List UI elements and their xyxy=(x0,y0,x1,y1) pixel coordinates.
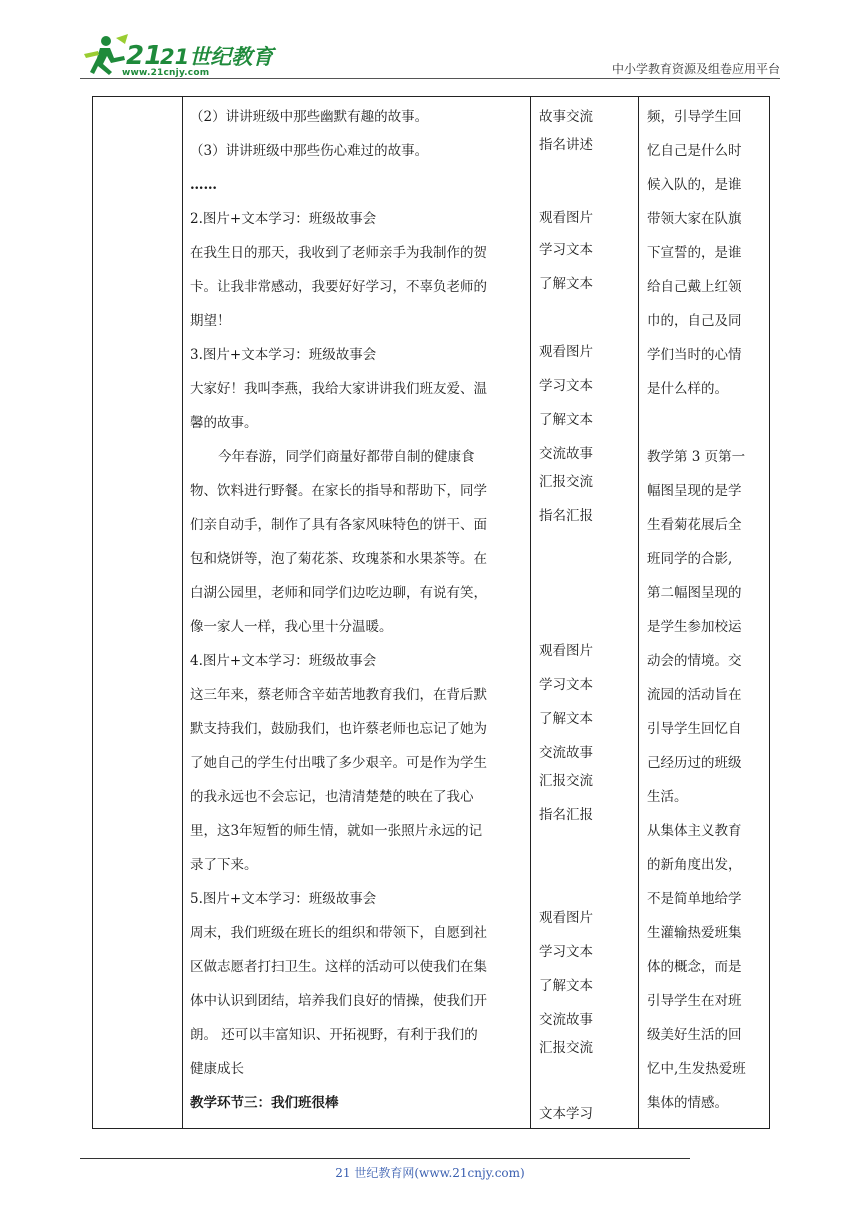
column-divider xyxy=(182,97,183,1128)
content-line: 物、饮料进行野餐。在家长的指导和帮助下，同学 xyxy=(190,483,487,499)
content-line: 了她自己的学生付出哦了多少艰辛。可是作为学生 xyxy=(190,755,487,771)
activity-item: 了解文本 xyxy=(539,978,593,994)
activity-item: 汇报交流 xyxy=(539,1040,593,1056)
activity-item: 交流故事 xyxy=(539,446,593,462)
design-intent-line: 生活。 xyxy=(647,789,688,805)
activity-item: 了解文本 xyxy=(539,711,593,727)
content-line: 包和烧饼等，泡了菊花茶、玫瑰茶和水果茶等。在 xyxy=(190,551,487,567)
activity-item: 汇报交流 xyxy=(539,474,593,490)
activity-item: 指名汇报 xyxy=(539,508,593,524)
activity-item: 观看图片 xyxy=(539,344,593,360)
design-intent-line: 从集体主义教育 xyxy=(647,823,742,839)
design-intent-line: 体的概念，而是 xyxy=(647,959,742,975)
content-line: …… xyxy=(190,177,217,193)
design-intent-line: 动会的情境。交 xyxy=(647,653,742,669)
activity-item: 指名汇报 xyxy=(539,807,593,823)
design-intent-line: 教学第 3 页第一 xyxy=(647,449,746,465)
design-intent-line xyxy=(647,406,764,440)
design-intent-line: 是学生参加校运 xyxy=(647,619,742,635)
activity-item: 学习文本 xyxy=(539,378,593,394)
content-line: 在我生日的那天，我收到了老师亲手为我制作的贺 xyxy=(190,245,487,261)
content-line: 体中认识到团结，培养我们良好的情操，使我们开 xyxy=(190,993,487,1009)
content-line: 2.图片+文本学习：班级故事会 xyxy=(190,211,377,227)
design-intent-line: 集体的情感。 xyxy=(647,1095,728,1111)
activity-item: 了解文本 xyxy=(539,412,593,428)
activity-item: 观看图片 xyxy=(539,910,593,926)
content-line: 的我永远也不会忘记，也清清楚楚的映在了我心 xyxy=(190,789,474,805)
footer-divider xyxy=(80,1158,690,1159)
content-line: 白湖公园里，老师和同学们边吃边聊，有说有笑， xyxy=(190,585,487,601)
content-line: 馨的故事。 xyxy=(190,415,258,431)
design-intent-line: 己经历过的班级 xyxy=(647,755,742,771)
activity-item: 观看图片 xyxy=(539,210,593,226)
activity-item: 观看图片 xyxy=(539,643,593,659)
content-line: 卡。让我非常感动，我要好好学习，不辜负老师的 xyxy=(190,279,487,295)
content-line: 期望！ xyxy=(190,313,231,329)
content-line: 这三年来，蔡老师含辛茹苦地教育我们，在背后默 xyxy=(190,687,487,703)
platform-name: 中小学教育资源及组卷应用平台 xyxy=(611,62,780,76)
design-intent-column xyxy=(647,100,764,1128)
content-line: 今年春游，同学们商量好都带自制的健康食 xyxy=(218,449,475,465)
svg-text:21: 21 xyxy=(126,41,163,71)
design-intent-line: 流园的活动旨在 xyxy=(647,687,742,703)
design-intent-line: 幅图呈现的是学 xyxy=(647,483,742,499)
design-intent-line: 生灌输热爱班集 xyxy=(647,925,742,941)
design-intent-line: 给自己戴上红领 xyxy=(647,279,742,295)
content-line: 默支持我们，鼓励我们，也许蔡老师也忘记了她为 xyxy=(190,721,487,737)
logo-url: www.21cnjy.com xyxy=(122,68,210,78)
design-intent-line: 忆中,生发热爱班 xyxy=(647,1061,746,1077)
content-line: 录了下来。 xyxy=(190,857,258,873)
content-line: 大家好！我叫李燕，我给大家讲讲我们班友爱、温 xyxy=(190,381,487,397)
design-intent-line: 生看菊花展后全 xyxy=(647,517,742,533)
page-header xyxy=(80,34,780,84)
header-divider xyxy=(80,78,780,79)
design-intent-line: 巾的，自己及同 xyxy=(647,313,742,329)
activity-item: 指名讲述 xyxy=(539,137,593,153)
design-intent-line: 不是简单地给学 xyxy=(647,891,742,907)
design-intent-line: 频，引导学生回 xyxy=(647,109,742,125)
activity-item: 学习文本 xyxy=(539,677,593,693)
content-line: 们亲自动手，制作了具有各家风味特色的饼干、面 xyxy=(190,517,487,533)
student-activity-column xyxy=(539,97,634,1128)
activity-item: 了解文本 xyxy=(539,276,593,292)
content-line: 4.图片+文本学习：班级故事会 xyxy=(190,653,377,669)
content-line: 区做志愿者打扫卫生。这样的活动可以使我们在集 xyxy=(190,959,487,975)
content-line: 健康成长 xyxy=(190,1061,244,1077)
design-intent-line: 下宣誓的，是谁 xyxy=(647,245,742,261)
logo-text: 21世纪教育 xyxy=(160,45,274,69)
design-intent-line: 第二幅图呈现的 xyxy=(647,585,742,601)
activity-item: 交流故事 xyxy=(539,1012,593,1028)
design-intent-line: 学们当时的心情 xyxy=(647,347,742,363)
content-line: 朗。 还可以丰富知识、开拓视野，有利于我们的 xyxy=(190,1027,478,1043)
activity-item: 学习文本 xyxy=(539,944,593,960)
content-line: （2）讲讲班级中那些幽默有趣的故事。 xyxy=(190,109,429,125)
content-line: 像一家人一样，我心里十分温暖。 xyxy=(190,619,393,635)
footer-source: 21 世纪教育网(www.21cnjy.com) xyxy=(335,1166,525,1180)
activity-item: 文本学习 xyxy=(539,1106,593,1122)
activity-item: 故事交流 xyxy=(539,109,593,125)
lesson-table xyxy=(92,96,770,1129)
design-intent-line: 的新角度出发， xyxy=(647,857,742,873)
content-line: 里，这3年短暂的师生情，就如一张照片永远的记 xyxy=(190,823,483,839)
activity-item: 汇报交流 xyxy=(539,773,593,789)
content-line: 教学环节三：我们班很棒 xyxy=(190,1095,339,1111)
column-divider xyxy=(530,97,531,1128)
activity-item: 学习文本 xyxy=(539,242,593,258)
activity-item: 交流故事 xyxy=(539,745,593,761)
design-intent-line: 带领大家在队旗 xyxy=(647,211,742,227)
content-line: 5.图片+文本学习：班级故事会 xyxy=(190,891,377,907)
design-intent-line: 是什么样的。 xyxy=(647,381,728,397)
design-intent-line: 候入队的，是谁 xyxy=(647,177,742,193)
content-line: 周末，我们班级在班长的组织和带领下，自愿到社 xyxy=(190,925,487,941)
teaching-content-column xyxy=(190,97,530,1128)
content-line: （3）讲讲班级中那些伤心难过的故事。 xyxy=(190,143,429,159)
design-intent-line: 引导学生回忆自 xyxy=(647,721,742,737)
design-intent-line: 级美好生活的回 xyxy=(647,1027,742,1043)
design-intent-line: 班同学的合影, xyxy=(647,551,733,567)
design-intent-line: 引导学生在对班 xyxy=(647,993,742,1009)
design-intent-line: 忆自己是什么时 xyxy=(647,143,742,159)
column-divider xyxy=(638,97,639,1128)
content-line: 3.图片+文本学习：班级故事会 xyxy=(190,347,377,363)
